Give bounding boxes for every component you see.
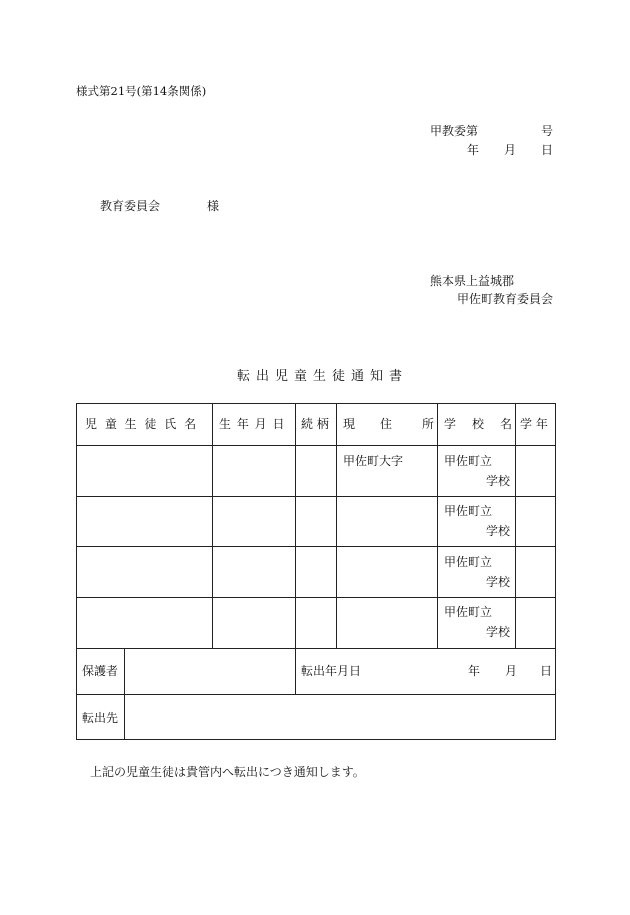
addressee-honorific: 様	[207, 199, 220, 213]
transfer-notice-table	[76, 403, 556, 740]
row-1-school-suffix: 学校	[486, 474, 511, 488]
header-address-3: 所	[422, 417, 435, 431]
row-3-school-suffix: 学校	[486, 575, 511, 589]
header-school-1: 学	[444, 417, 457, 431]
row-4-school-suffix: 学校	[486, 625, 511, 639]
guardian-label: 保護者	[82, 664, 119, 678]
sender-organization: 甲佐町教育委員会	[457, 292, 554, 306]
transfer-date-year: 年	[468, 664, 481, 678]
row-1-address: 甲佐町大字	[343, 454, 404, 468]
document-title: 転出児童生徒通知書	[237, 369, 409, 384]
sender-prefecture: 熊本県上益城郡	[430, 274, 515, 288]
row-divider	[77, 597, 556, 598]
header-address-2: 住	[380, 417, 393, 431]
col-divider	[212, 404, 213, 648]
col-divider	[515, 404, 516, 648]
row-divider	[77, 445, 556, 446]
form-number: 様式第21号(第14条関係)	[76, 84, 207, 98]
row-3-school-prefix: 甲佐町立	[444, 555, 493, 569]
document-number-suffix: 号	[541, 124, 554, 138]
date-day-label: 日	[541, 143, 554, 157]
date-month-label: 月	[504, 143, 517, 157]
col-divider	[437, 404, 438, 648]
row-1-school-prefix: 甲佐町立	[444, 454, 493, 468]
header-grade: 学 年	[520, 417, 548, 431]
header-school-3: 名	[500, 417, 513, 431]
header-address-1: 現	[343, 417, 356, 431]
addressee-organization: 教育委員会	[100, 199, 161, 213]
header-birthdate: 生 年 月 日	[219, 417, 286, 431]
transfer-date-label: 転出年月日	[301, 664, 362, 678]
header-relation: 続 柄	[301, 417, 329, 431]
col-divider	[336, 404, 337, 648]
row-divider	[77, 546, 556, 547]
row-divider	[77, 694, 556, 695]
row-2-school-prefix: 甲佐町立	[444, 504, 493, 518]
destination-label: 転出先	[82, 711, 119, 725]
document-number-prefix: 甲教委第	[430, 124, 479, 138]
transfer-date-month: 月	[505, 664, 518, 678]
closing-statement: 上記の児童生徒は貴管内へ転出につき通知します。	[90, 765, 365, 779]
row-divider	[77, 496, 556, 497]
col-divider	[295, 404, 296, 694]
row-2-school-suffix: 学校	[486, 524, 511, 538]
header-name: 児 童 生 徒 氏 名	[85, 417, 199, 431]
row-divider	[77, 648, 556, 649]
row-4-school-prefix: 甲佐町立	[444, 605, 493, 619]
header-school-2: 校	[472, 417, 485, 431]
transfer-date-day: 日	[540, 664, 553, 678]
date-year-label: 年	[467, 143, 480, 157]
